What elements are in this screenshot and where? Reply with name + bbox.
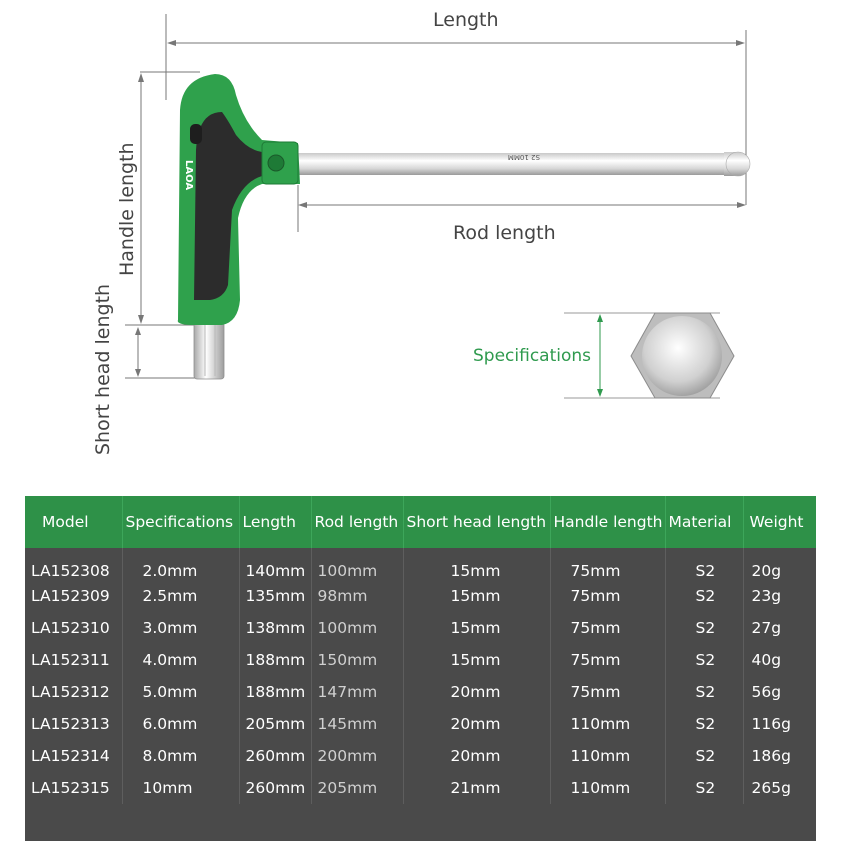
table-row [25, 740, 816, 772]
cell-short-head-length: 21mm [403, 772, 550, 804]
table-row [25, 612, 816, 644]
cell-rod-length: 205mm [311, 772, 403, 804]
cell-weight: 186g [751, 747, 791, 765]
cell-length: 188mm [239, 676, 311, 708]
cell-length: 205mm [239, 708, 311, 740]
handle-arrow-top [138, 73, 144, 82]
cell-handle-length: 75mm [550, 548, 665, 580]
cell-weight: 27g [751, 619, 782, 637]
cell-length: 135mm [239, 580, 311, 612]
cell-material: S2 [665, 580, 743, 612]
header-model: Model [25, 496, 122, 548]
cell-specification: 8.0mm [122, 740, 239, 772]
rod-arrow-right [737, 202, 746, 208]
cell-material: S2 [665, 708, 743, 740]
short-arrow-bottom [135, 369, 141, 377]
cell-handle-length: 75mm [550, 676, 665, 708]
cell-weight: 40g [751, 651, 782, 669]
short-arrow-top [135, 327, 141, 335]
header-short-head-length: Short head length [403, 496, 550, 548]
cell-material: S2 [665, 772, 743, 804]
cell-weight: 23g [751, 587, 782, 605]
header-handle-length: Handle length [550, 496, 665, 548]
cell-material: S2 [665, 644, 743, 676]
cell-rod-length: 150mm [311, 644, 403, 676]
cell-model: LA152313 [25, 708, 122, 740]
hex-face [642, 316, 722, 396]
cell-weight: 20g [751, 562, 782, 580]
cell-model: LA152314 [25, 740, 122, 772]
short-head [194, 322, 224, 379]
cell-length: 138mm [239, 612, 311, 644]
cell-handle-length: 110mm [550, 740, 665, 772]
cell-weight: 56g [751, 683, 782, 701]
cell-rod-length: 100mm [311, 612, 403, 644]
cell-model: LA152310 [25, 612, 122, 644]
cell-model: LA152312 [25, 676, 122, 708]
cell-rod-length: 145mm [311, 708, 403, 740]
cell-short-head-length: 15mm [403, 580, 550, 612]
cell-specification: 2.5mm [122, 580, 239, 612]
cell-material: S2 [665, 676, 743, 708]
cell-short-head-length: 15mm [403, 612, 550, 644]
cell-rod-length: 98mm [311, 580, 403, 612]
cell-weight: 116g [751, 715, 791, 733]
short-head-length-label: Short head length [92, 283, 114, 455]
cell-short-head-length: 15mm [403, 644, 550, 676]
cell-short-head-length: 20mm [403, 676, 550, 708]
cell-specification: 10mm [122, 772, 239, 804]
cell-handle-length: 110mm [550, 708, 665, 740]
table-row [25, 772, 816, 804]
table-row [25, 676, 816, 708]
cell-specification: 6.0mm [122, 708, 239, 740]
table-row [25, 708, 816, 740]
cell-length: 260mm [239, 740, 311, 772]
cell-short-head-length: 20mm [403, 740, 550, 772]
header-weight: Weight [749, 513, 804, 531]
handle-arrow-bottom [138, 315, 144, 324]
cell-weight: 265g [751, 779, 791, 797]
cell-material: S2 [665, 740, 743, 772]
table-row [25, 548, 816, 580]
cell-model: LA152309 [25, 580, 122, 612]
cell-short-head-length: 15mm [403, 548, 550, 580]
header-material: Material [665, 496, 743, 548]
spec-table-container [25, 496, 816, 841]
table-row [25, 644, 816, 676]
length-label: Length [433, 9, 499, 31]
cell-model: LA152315 [25, 772, 122, 804]
cell-handle-length: 75mm [550, 612, 665, 644]
spec-arrow-bottom [597, 389, 603, 397]
cell-handle-length: 110mm [550, 772, 665, 804]
header-length: Length [239, 496, 311, 548]
cell-handle-length: 75mm [550, 580, 665, 612]
cell-specification: 3.0mm [122, 612, 239, 644]
cell-length: 140mm [239, 548, 311, 580]
header-specifications: Specifications [122, 496, 239, 548]
cell-length: 188mm [239, 644, 311, 676]
cell-model: LA152308 [25, 548, 122, 580]
ball-end [726, 152, 750, 176]
rod-arrow-left [298, 202, 307, 208]
length-arrow-right [736, 40, 745, 46]
handle-length-label: Handle length [116, 142, 138, 276]
specifications-label: Specifications [473, 346, 592, 366]
cell-rod-length: 200mm [311, 740, 403, 772]
header-rod-length: Rod length [311, 496, 403, 548]
cell-specification: 4.0mm [122, 644, 239, 676]
rod-marking: S2 10MM [507, 153, 540, 161]
spec-arrow-top [597, 314, 603, 322]
cell-rod-length: 100mm [311, 548, 403, 580]
cell-specification: 2.0mm [122, 548, 239, 580]
cell-specification: 5.0mm [122, 676, 239, 708]
cell-short-head-length: 20mm [403, 708, 550, 740]
spec-table [25, 496, 816, 804]
cell-material: S2 [665, 612, 743, 644]
cell-material: S2 [665, 548, 743, 580]
length-arrow-left [167, 40, 176, 46]
brand-mark: LAOA [183, 160, 194, 191]
rod-length-label: Rod length [453, 222, 556, 244]
table-header-row [25, 496, 816, 548]
cell-rod-length: 147mm [311, 676, 403, 708]
handle-hole [190, 124, 202, 144]
table-row [25, 580, 816, 612]
cell-model: LA152311 [25, 644, 122, 676]
cell-length: 260mm [239, 772, 311, 804]
cell-handle-length: 75mm [550, 644, 665, 676]
